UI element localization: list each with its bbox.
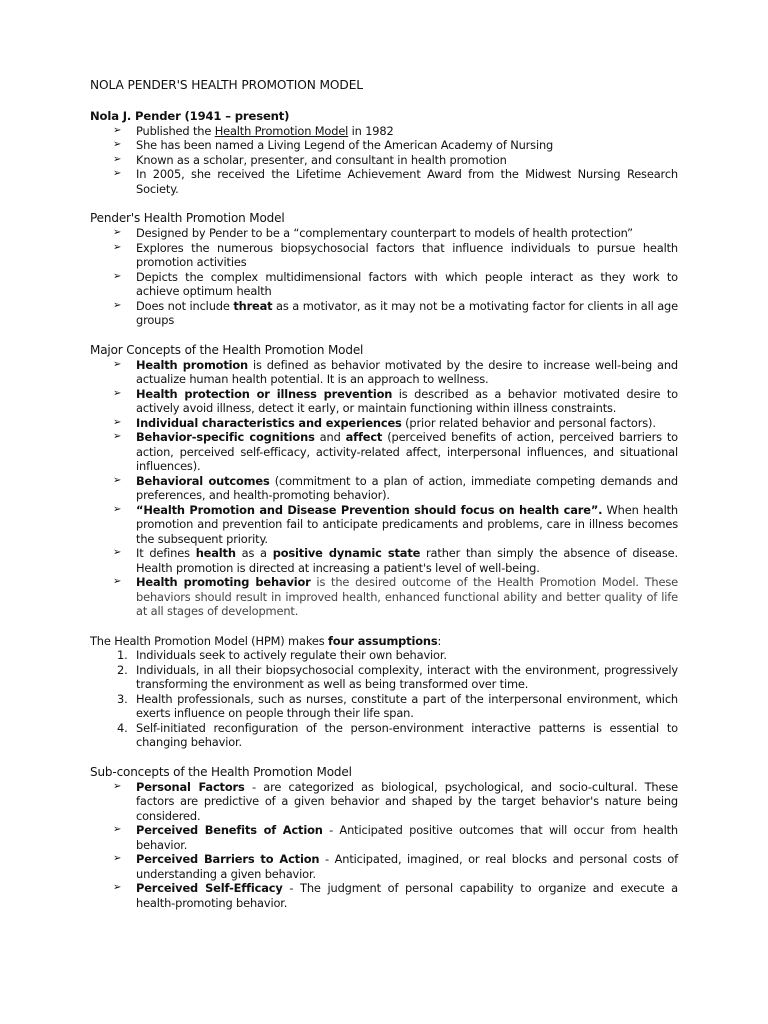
- assumptions-section: [90, 634, 678, 750]
- bio-heading: Nola J. Pender (1941 – present): [90, 108, 290, 123]
- list-item: ➢ Personal Factors - are categorized as biological, psychological, and socio-cultural. These factors are predictive of a given behavior and shaped by the target behavior's nature being considered.: [113, 779, 678, 823]
- subconcepts-list: [90, 780, 678, 911]
- assumptions-intro: The Health Promotion Model (HPM) makes four assumptions:: [90, 633, 442, 648]
- list-item: ➢ Published the Health Promotion Model in 1982: [113, 123, 394, 138]
- list-item: ➢ Depicts the complex multidimensional factors with which people interact as they work to achieve optimum health: [113, 269, 678, 298]
- arrow-bullet-icon: ➢: [113, 358, 122, 370]
- subconcepts-section: [90, 765, 678, 911]
- arrow-bullet-icon: ➢: [113, 853, 122, 864]
- concepts-list: [90, 358, 678, 619]
- arrow-bullet-icon: ➢: [113, 168, 122, 179]
- list-item: ➢ Perceived Barriers to Action - Anticipated, imagined, or real blocks and personal costs of understanding a given behavior.: [113, 852, 678, 881]
- concepts-section: [90, 343, 678, 619]
- arrow-bullet-icon: ➢: [113, 124, 122, 136]
- arrow-bullet-icon: ➢: [113, 270, 122, 282]
- arrow-bullet-icon: ➢: [113, 576, 122, 587]
- model-list: [90, 226, 678, 328]
- arrow-bullet-icon: ➢: [113, 824, 122, 835]
- arrow-bullet-icon: ➢: [113, 416, 122, 428]
- document-title: NOLA PENDER'S HEALTH PROMOTION MODEL: [90, 78, 363, 92]
- list-item: ➢ Perceived Self-Efficacy - The judgment of personal capability to organize and execute a health-promoting behavior.: [113, 881, 679, 910]
- bio-section: [90, 109, 678, 197]
- list-item: ➢ Health promotion is defined as behavior motivated by the desire to increase well-being and actualize human health potential. It is an approach to wellness.: [113, 357, 678, 386]
- arrow-bullet-icon: ➢: [113, 139, 122, 150]
- arrow-bullet-icon: ➢: [113, 882, 122, 893]
- list-item: ➢ Does not include threat as a motivator, as it may not be a motivating factor for clients in all age groups: [113, 298, 678, 327]
- list-item: ➢ Known as a scholar, presenter, and consultant in health promotion: [113, 152, 507, 167]
- list-item: 1. Individuals seek to actively regulate their own behavior.: [117, 648, 447, 662]
- list-item: ➢ It defines health as a positive dynamic state rather than simply the absence of disease. Health promotion is directed at increasing a patient's level of well-being.: [113, 546, 679, 575]
- arrow-bullet-icon: ➢: [113, 241, 122, 253]
- model-section: [90, 211, 678, 328]
- model-heading: Pender's Health Promotion Model: [90, 211, 285, 225]
- concepts-heading: Major Concepts of the Health Promotion Model: [90, 342, 364, 357]
- list-item: ➢ Perceived Benefits of Action - Anticipated positive outcomes that will occur from health behavior.: [113, 823, 678, 852]
- arrow-bullet-icon: ➢: [113, 153, 122, 165]
- subconcepts-heading: Sub-concepts of the Health Promotion Model: [90, 764, 352, 779]
- arrow-bullet-icon: ➢: [113, 227, 122, 238]
- list-item: ➢ Behavior-specific cognitions and affect (perceived benefits of action, perceived barriers to action, perceived self-efficacy, activity-related affect, interpersonal influences, and situational influences).: [113, 430, 678, 473]
- list-item: ➢ Designed by Pender to be a “complementary counterpart to models of health protection”: [113, 226, 633, 240]
- list-item: ➢ Health promoting behavior is the desired outcome of the Health Promotion Model. These behaviors should result in improved health, enhanced functional ability and better quality of life at all stages of development.: [113, 575, 678, 618]
- list-item: 3. Health professionals, such as nurses, constitute a part of the interpersonal environment, which exerts influence on people through their life span.: [117, 691, 678, 720]
- arrow-bullet-icon: ➢: [113, 474, 122, 486]
- arrow-bullet-icon: ➢: [113, 431, 122, 442]
- list-item: ➢ In 2005, she received the Lifetime Achievement Award from the Midwest Nursing Research Society.: [113, 167, 678, 196]
- list-item: 2. Individuals, in all their biopsychosocial complexity, interact with the environment, progressively transforming the environment as well as being transformed over time.: [117, 662, 678, 691]
- list-item: ➢ She has been named a Living Legend of the American Academy of Nursing: [113, 138, 554, 152]
- bio-list: [90, 124, 678, 197]
- assumptions-list: [90, 648, 678, 750]
- arrow-bullet-icon: ➢: [113, 780, 122, 792]
- arrow-bullet-icon: ➢: [113, 299, 122, 311]
- arrow-bullet-icon: ➢: [113, 387, 122, 399]
- arrow-bullet-icon: ➢: [113, 503, 122, 515]
- arrow-bullet-icon: ➢: [113, 547, 122, 558]
- list-item: 4. Self-initiated reconfiguration of the person-environment interactive patterns is essential to changing behavior.: [117, 720, 678, 749]
- health-promotion-model-link[interactable]: Health Promotion Model: [214, 123, 349, 138]
- list-item: ➢ Individual characteristics and experiences (prior related behavior and personal factors).: [113, 415, 656, 430]
- list-item: ➢ Explores the numerous biopsychosocial factors that influence individuals to pursue health promotion activities: [113, 240, 678, 269]
- list-item: ➢ “Health Promotion and Disease Prevention should focus on health care”. When health promotion and prevention fail to anticipate predicaments and problems, care in illness becomes the subsequent priority.: [113, 502, 678, 546]
- list-item: ➢ Health protection or illness prevention is described as a behavior motivated desire to actively avoid illness, detect it early, or maintain functioning within illness constraints.: [113, 386, 679, 415]
- list-item: ➢ Behavioral outcomes (commitment to a plan of action, immediate competing demands and preferences, and health-promoting behavior).: [113, 473, 679, 502]
